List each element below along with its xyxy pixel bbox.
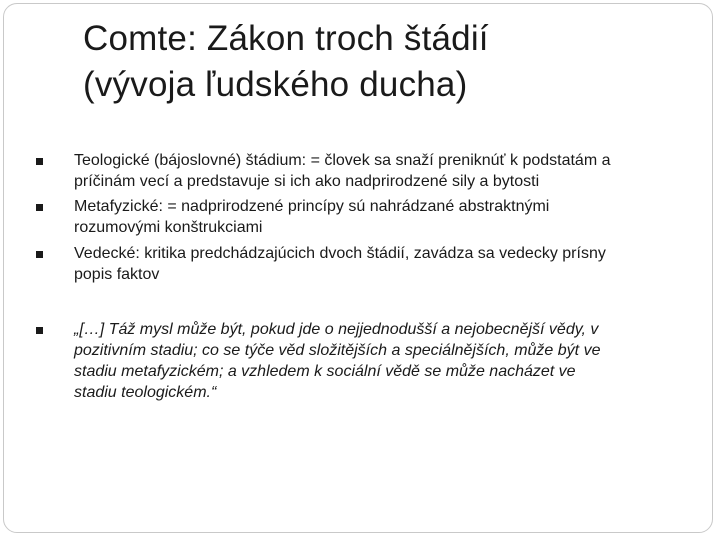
- bullet-square-icon: [36, 158, 43, 165]
- slide-title-line-1: Comte: Zákon troch štádií: [83, 19, 489, 58]
- bullet-square-icon: [36, 327, 43, 334]
- bullet-square-icon: [36, 204, 43, 211]
- quote-line: pozitivním stadiu; co se týče věd složitějších a speciálnějších, může být ve: [74, 342, 601, 359]
- slide-title-line-2: (vývoja ľudského ducha): [83, 65, 468, 104]
- bullet-line: príčinám vecí a predstavuje si ich ako nadprirodzené sily a bytosti: [74, 173, 540, 190]
- quote-line: stadiu metafyzickém; a vzhledem k sociální vědě se může nacházet ve: [74, 363, 576, 380]
- bullet-line: popis faktov: [74, 266, 160, 283]
- bullet-text: [74, 196, 694, 238]
- quote-line: stadiu teologickém.“: [74, 384, 217, 401]
- bullet-text: [74, 243, 694, 285]
- quote-text: [74, 319, 694, 403]
- quote-line: „[…] Táž mysl může být, pokud jde o nejjednodušší a nejobecnější vědy, v: [74, 321, 599, 338]
- bullet-text: [74, 150, 694, 192]
- bullet-line: rozumovými konštrukciami: [74, 219, 263, 236]
- bullet-line: Teologické (bájoslovné) štádium: = človek sa snaží preniknúť k podstatám a: [74, 152, 611, 169]
- bullet-line: Vedecké: kritika predchádzajúcich dvoch štádií, zavádza sa vedecky prísny: [74, 245, 606, 262]
- bullet-line: Metafyzické: = nadprirodzené princípy sú nahrádzané abstraktnými: [74, 198, 550, 215]
- bullet-square-icon: [36, 251, 43, 258]
- slide-title: [83, 16, 683, 108]
